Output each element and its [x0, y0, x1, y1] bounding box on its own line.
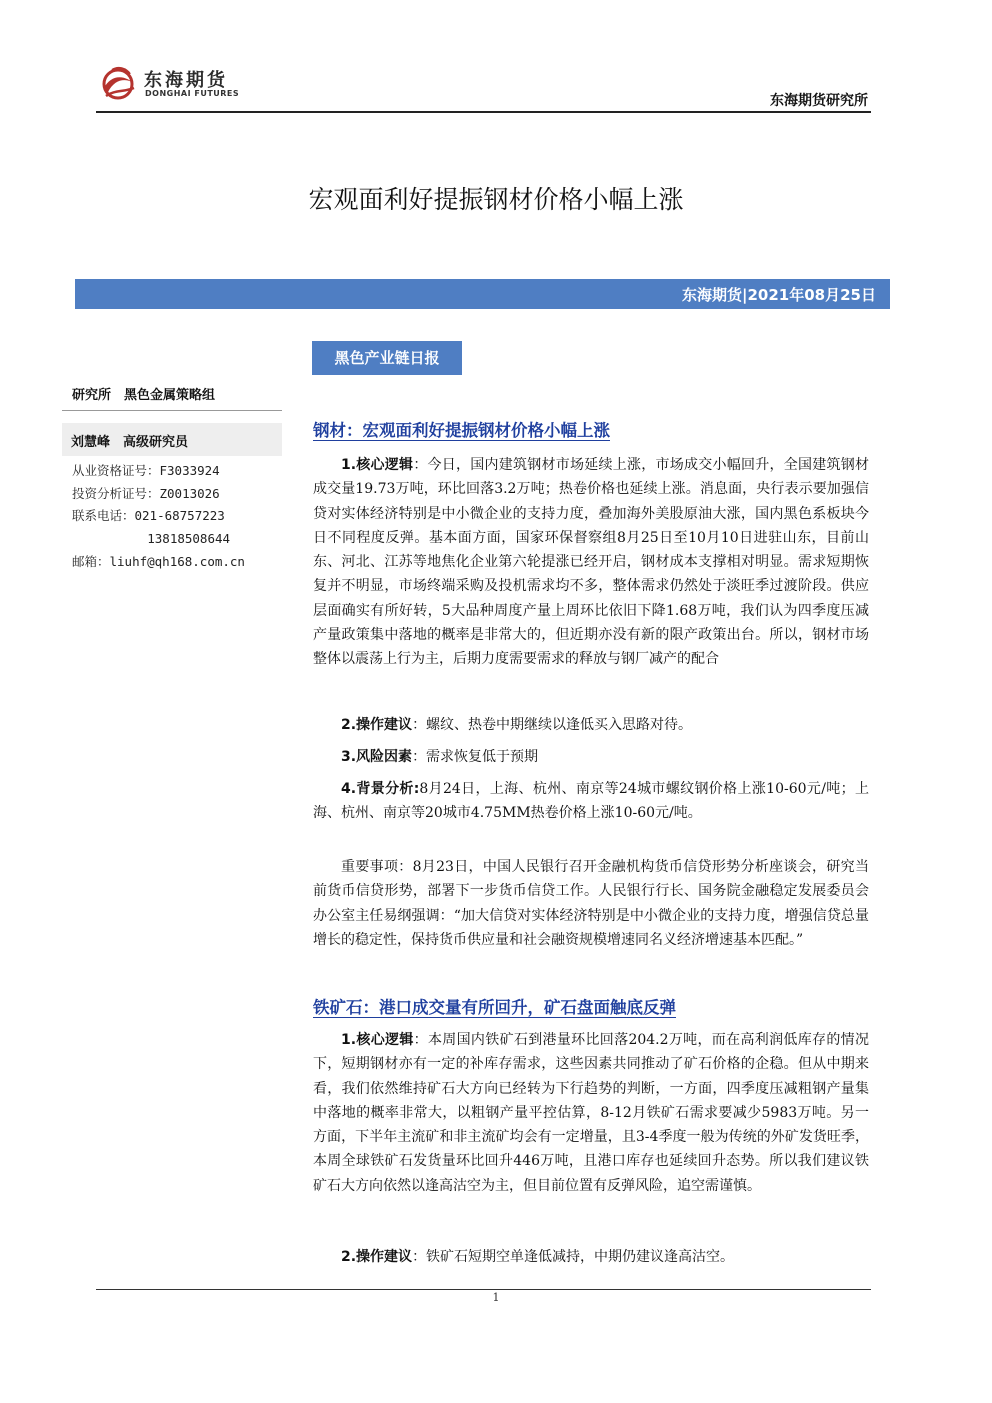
steel-operation-advice	[313, 713, 869, 737]
sidebar-department: 研究所 黑色金属策略组	[72, 388, 216, 403]
report-title: 宏观面利好提振钢材价格小幅上涨	[308, 185, 684, 214]
page-number: 1	[492, 1291, 500, 1304]
ore-operation-advice	[313, 1245, 869, 1269]
analyst-name: 刘慧峰 高级研究员	[71, 435, 189, 450]
paragraph-text: ：本周国内铁矿石到港量环比回落204.2万吨，而在高利润低库存的情况下，短期钢材亦有一定的补库存需求，这些因素共同推动了矿石价格的企稳。但从中期来看，我们依然维持矿石大方向已经转为下行趋势的判断，一方面，四季度压减粗钢产量集中落地的概率非常大，以粗钢产量平控估算，8-12月铁矿石需求要减少5983万吨。另一方面，下半年主流矿和非主流矿均会有一定增量，且3-4季度一般为传统的外矿发货旺季，本周全球铁矿石发货量环比回升446万吨，且港口库存也延续回升态势。所以我们建议铁矿石大方向依然以逢高沽空为主，但目前位置有反弹风险，追空需谨慎。	[313, 1032, 869, 1194]
header-divider	[96, 111, 871, 113]
logo-chinese-text: 东海期货	[144, 70, 228, 91]
paragraph-label: 4.背景分析:	[341, 781, 420, 797]
report-type-badge: 黑色产业链日报	[312, 341, 462, 375]
paragraph-text: ：今日，国内建筑钢材市场延续上涨，市场成交小幅回升，全国建筑钢材成交量19.73万吨，环比回落3.2万吨；热卷价格也延续上涨。消息面，央行表示要加强信贷对实体经济特别是中小微企业的支持力度，叠加海外美股原油大涨，国内黑色系板块今日不同程度反弹。基本面方面，国家环保督察组8月25日至10月10日进驻山东，目前山东、河北、江苏等地焦化企业第六轮提涨已经开启，钢材成本支撑相对明显。需求短期恢复并不明显，市场终端采购及投机需求均不多，整体需求仍然处于淡旺季过渡阶段。供应层面确实有所好转，5大品种周度产量上周环比依旧下降1.68万吨，我们认为四季度压减产量政策集中落地的概率是非常大的，但近期亦没有新的限产政策出台。所以，钢材市场整体以震荡上行为主，后期力度需要需求的释放与钢厂减产的配合	[313, 457, 870, 668]
sidebar-divider	[62, 410, 282, 411]
paragraph-label: 3.风险因素	[341, 749, 413, 765]
email-address[interactable]: 邮箱：liuhf@qh168.com.cn	[72, 553, 245, 569]
wave-logo-icon	[96, 62, 142, 108]
steel-risk-factors	[313, 745, 869, 769]
company-logo	[96, 62, 246, 108]
section-title-steel[interactable]: 钢材：宏观面利好提振钢材价格小幅上涨	[313, 421, 610, 440]
phone-number: 联系电话：021-68757223	[72, 508, 225, 524]
paragraph-text: 重要事项：8月23日，中国人民银行召开金融机构货币信贷形势分析座谈会，研究当前货币信贷形势，部署下一步货币信贷工作。人民银行行长、国务院金融稳定发展委员会办公室主任易纲强调：“加大信贷对实体经济特别是中小微企业的支持力度，增强信贷总量增长的稳定性，保持货币供应量和社会融资规模增速同名义经济增速基本匹配。”	[313, 859, 869, 948]
paragraph-label: 2.操作建议	[341, 717, 413, 733]
paragraph-text: ：螺纹、热卷中期继续以逢低买入思路对待。	[412, 717, 693, 733]
paragraph-label: 2.操作建议	[341, 1249, 413, 1265]
paragraph-label: 1.核心逻辑	[341, 1032, 414, 1048]
paragraph-text: ：铁矿石短期空单逢低减持，中期仍建议逢高沽空。	[412, 1249, 735, 1265]
section-title-iron-ore[interactable]: 铁矿石：港口成交量有所回升，矿石盘面触底反弹	[313, 998, 676, 1017]
steel-important-events	[313, 855, 869, 952]
mobile-number: 13818508644	[72, 531, 231, 547]
analyst-contact-info	[72, 460, 245, 574]
logo-english-text: DONGHAI FUTURES	[145, 89, 240, 98]
paragraph-text: ：需求恢复低于预期	[412, 749, 539, 765]
institute-name: 东海期货研究所	[770, 93, 868, 109]
footer-divider	[96, 1289, 871, 1290]
ore-core-logic	[313, 1028, 869, 1198]
analyst-name-box	[62, 423, 282, 456]
date-text: 东海期货|2021年08月25日	[682, 286, 876, 304]
analysis-cert-number: 投资分析证号：Z0013026	[72, 485, 220, 501]
steel-core-logic	[313, 453, 869, 672]
qualification-number: 从业资格证号：F3033924	[72, 463, 220, 478]
steel-background-analysis	[313, 777, 869, 826]
date-banner	[75, 279, 890, 309]
paragraph-text: 8月24日，上海、杭州、南京等24城市螺纹钢价格上涨10-60元/吨；上海、杭州、南京等20城市4.75MM热卷价格上涨10-60元/吨。	[313, 781, 869, 822]
paragraph-label: 1.核心逻辑	[341, 457, 414, 473]
